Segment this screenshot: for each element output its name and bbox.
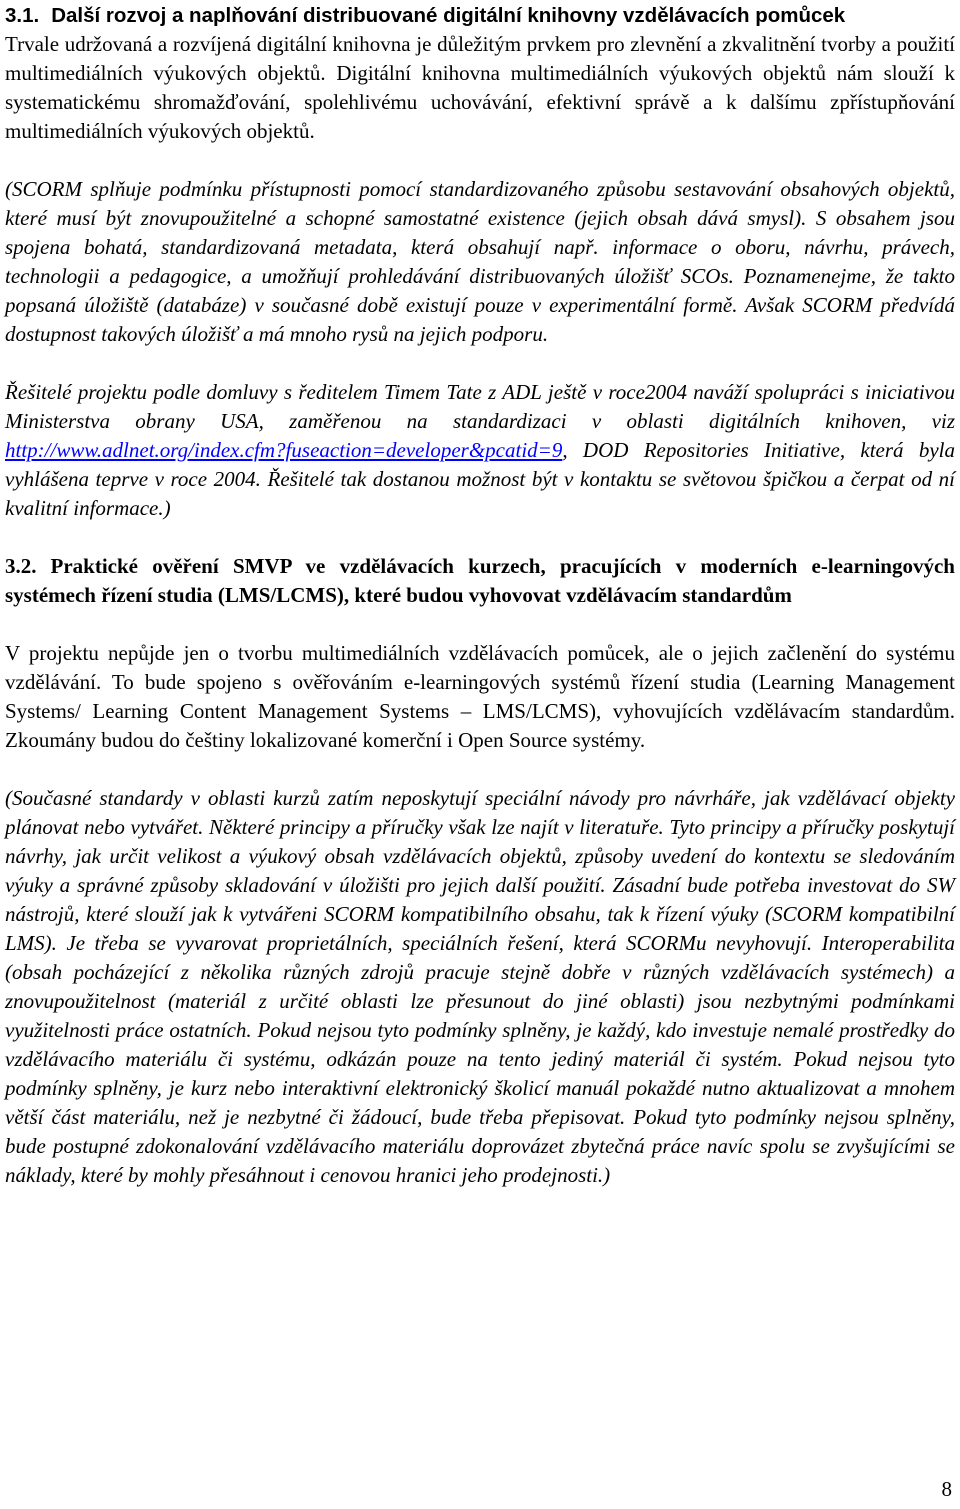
paragraph-spacer <box>5 523 955 552</box>
adlnet-link[interactable]: http://www.adlnet.org/index.cfm?fuseaction=developer&pcatid=9 <box>5 438 563 462</box>
section-3-2-heading <box>5 552 955 610</box>
section-3-1-paragraph-3 <box>5 378 955 523</box>
paragraph-spacer <box>5 755 955 784</box>
paragraph-spacer <box>5 610 955 639</box>
section-3-2-paragraph-1: V projektu nepůjde jen o tvorbu multimediálních vzdělávacích pomůcek, ale o jejich začlenění do systému vzdělávání. To bude spojeno s ověřováním e-learningových systémů řízení studia (Learning Management Systems/ Learning Content Management Systems – LMS/LCMS), vyhovujících vzdělávacím standardům. Zkoumány budou do češtiny lokalizované komerční i Open Source systémy. <box>5 641 955 752</box>
section-3-1-paragraph-1: Trvale udržovaná a rozvíjená digitální knihovna je důležitým prvkem pro zlevnění a zkvalitnění tvorby a použití multimediálních výukových objektů. Digitální knihovna multimediálních výukových objektů nám slouží k systematickému shromažďování, spolehlivému uchovávání, efektivní správě a k dalšímu zpřístupňování multimediálních výukových objektů. <box>5 32 955 143</box>
paragraph-3-text-after-link: , DOD Repositories Initiative, která byla vyhlášena teprve v roce 2004. Řešitelé tak dostanou možnost být v kontaktu se světovou špičkou a čerpat od ní kvalitní informace.) <box>5 438 955 520</box>
paragraph-spacer <box>5 146 955 175</box>
section-3-2-number: 3.2. <box>5 554 37 578</box>
paragraph-spacer <box>5 349 955 378</box>
section-3-1-heading <box>5 0 955 30</box>
section-3-2-title: Praktické ověření SMVP ve vzdělávacích kurzech, pracujících v moderních e-learningových systémech řízení studia (LMS/LCMS), které budou vyhovovat vzdělávacím standardům <box>5 554 955 607</box>
section-3-1-paragraph-2: (SCORM splňuje podmínku přístupnosti pomocí standardizovaného způsobu sestavování obsahových objektů, které musí být znovupoužitelné a schopné samostatné existence (jejich obsah dává smysl). S obsahem jsou spojena bohatá, standardizovaná metadata, která obsahují např. informace o oboru, návrhu, právech, technologii a pedagogice, a umožňují prohledávání distribuovaných úložišť SCOs. Poznamenejme, že takto popsaná úložiště (databáze) v současné době existují pouze v experimentální formě. Avšak SCORM předvídá dostupnost takových úložišť a má mnoho rysů na jejich podporu. <box>5 177 955 346</box>
section-3-2-paragraph-2: (Současné standardy v oblasti kurzů zatím neposkytují speciální návody pro návrháře, jak vzdělávací objekty plánovat nebo vytvářet. Některé principy a příručky však lze najít v literatuře. Tyto principy a příručky poskytují návrhy, jak určit velikost a výukový obsah vzdělávacích objektů, způsoby uvedení do kontextu se sledováním výuky a správné způsoby skladování v úložišti pro jejich další použití. Zásadní bude potřeba investovat do SW nástrojů, které slouží jak k vytvářeni SCORM kompatibilního obsahu, tak k řízení výuky (SCORM kompatibilní LMS). Je třeba se vyvarovat proprietálních, speciálních řešení, která SCORMu nevyhovují. Interoperabilita (obsah pocházející z několika různých zdrojů pracuje stejně dobře v různých vzdělávacích systémech) a znovupoužitelnost (materiál z určité oblasti lze přesunout do jiné oblasti) jsou nezbytnými podmínkami využitelnosti práce ostatních. Pokud nejsou tyto podmínky splněny, je každý, kdo investuje nemalé prostředky do vzdělávacího materiálu či systému, odkázán pouze na tento jediný materiál či systém. Pokud nejsou tyto podmínky splněny, je kurz nebo interaktivní elektronický školicí manuál pokaždé nutno aktualizovat a mnohem větší část materiálu, než je nezbytné či žádoucí, bude třeba přepisovat. Pokud tyto podmínky nejsou splněny, bude postupné zdokonalování vzdělávacího materiálu doprovázet zbytečná práce navíc spolu se zvyšujícími se náklady, které by mohly přesáhnout i cenovou hranici jeho prodejnosti.) <box>5 786 955 1187</box>
paragraph-3-text-before-link: Řešitelé projektu podle domluvy s ředitelem Timem Tate z ADL ještě v roce2004 naváží spolupráci s iniciativou Ministerstva obrany USA, zaměřenou na standardizaci v oblasti digitálních knihoven, viz <box>5 380 955 433</box>
page-number: 8 <box>941 1477 952 1501</box>
document-page <box>5 0 955 1190</box>
section-3-1-title: Další rozvoj a naplňování distribuované digitální knihovny vzdělávacích pomůcek <box>51 4 846 27</box>
section-3-1-number: 3.1. <box>5 4 40 27</box>
